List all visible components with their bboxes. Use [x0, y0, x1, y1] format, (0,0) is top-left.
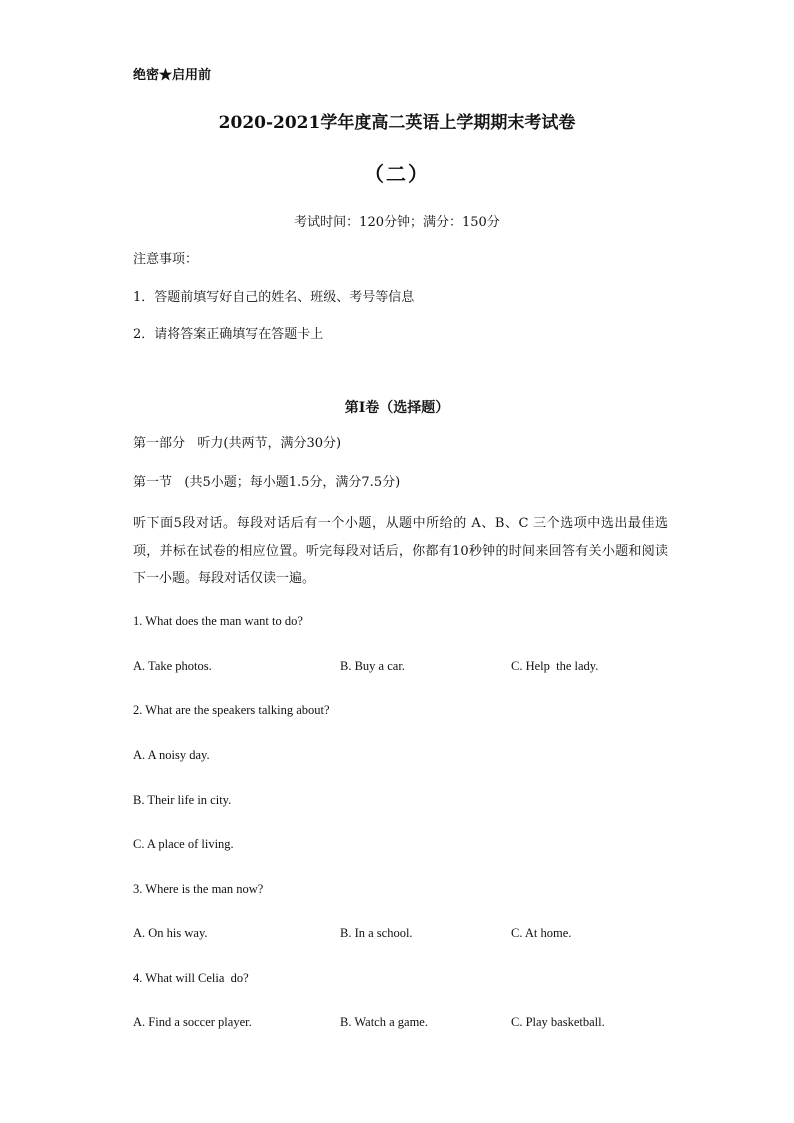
question-stem: 1. What does the man want to do?: [133, 614, 303, 628]
question-option: C. Help the lady.: [511, 659, 599, 673]
notice-heading: 注意事项：: [133, 252, 199, 267]
question-option: A. Find a soccer player.: [133, 1015, 252, 1029]
question-option: C. Play basketball.: [511, 1015, 605, 1029]
question-stem: 4. What will Celia do?: [133, 971, 249, 985]
question-option: C. At home.: [511, 926, 572, 940]
part-heading: 第一部分 听力(共两节，满分30分): [133, 436, 342, 451]
subpart-heading: 第一节 (共5小题；每小题1.5分，满分7.5分): [133, 475, 401, 490]
notice-item: 1．答题前填写好自己的姓名、班级、考号等信息: [133, 290, 415, 305]
listening-instructions: 听下面5段对话。每段对话后有一个小题，从题中所给的 A、B、C 三个选项中选出最佳选项，并标在试卷的相应位置。听完每段对话后，你都有10秒钟的时间来回答有关小题和阅读下一小题。每段对话仅读一遍。: [133, 516, 668, 586]
question-option: B. Buy a car.: [340, 659, 405, 673]
question-option: B. Watch a game.: [340, 1015, 428, 1029]
question-option: C. A place of living.: [133, 837, 234, 851]
section-title: 第I卷（选择题）: [344, 400, 450, 416]
question-option: B. In a school.: [340, 926, 413, 940]
confidential-mark: 绝密★启用前: [133, 68, 212, 83]
exam-title: 2020-2021学年度高二英语上学期期末考试卷: [218, 113, 576, 133]
question-option: A. A noisy day.: [133, 748, 210, 762]
question-option: A. On his way.: [133, 926, 208, 940]
question-option: A. Take photos.: [133, 659, 212, 673]
question-stem: 2. What are the speakers talking about?: [133, 703, 330, 717]
question-option: B. Their life in city.: [133, 793, 232, 807]
notice-item: 2．请将答案正确填写在答题卡上: [133, 327, 324, 342]
exam-info: 考试时间：120分钟；满分：150分: [294, 215, 500, 230]
exam-subtitle: （二）: [364, 162, 430, 186]
question-stem: 3. Where is the man now?: [133, 882, 264, 896]
